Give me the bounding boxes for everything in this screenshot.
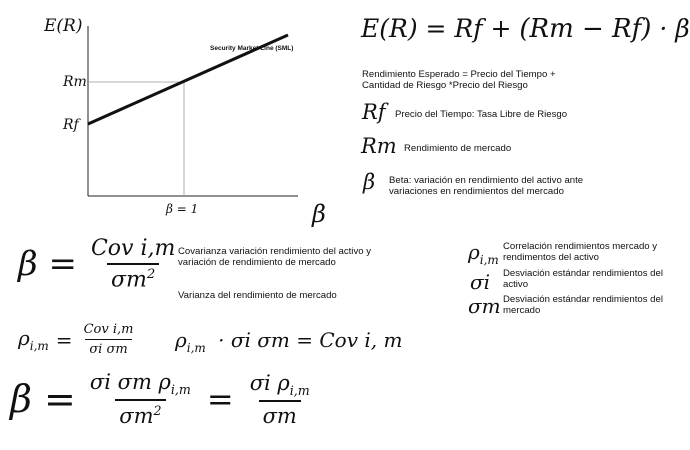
rho-formula-equals: = — [55, 327, 73, 352]
rho-formula-fraction — [80, 322, 138, 357]
rho-formula-numerator: Cov i,m — [83, 322, 134, 337]
identity-rest: · σi σm = Cov i, m — [218, 328, 403, 352]
covariance-identity — [175, 328, 402, 355]
beta-final-num1-sub: i,m — [170, 382, 191, 398]
sigma-m-legend-description: Desviación estándar rendimientos del mercado — [503, 294, 663, 316]
beta-cov-denominator-base: σm — [111, 267, 147, 293]
rho-formula-rho: ρ — [18, 326, 30, 350]
beta-one-tick-label: β = 1 — [166, 202, 199, 216]
beta-final-num1-base: σi σm ρ — [89, 370, 171, 394]
beta-final-num2-base: σi ρ — [249, 370, 290, 395]
sigma-m-legend-symbol: σm — [468, 294, 501, 318]
rho-legend-symbol — [468, 240, 499, 267]
rm-description: Rendimiento de mercado — [404, 143, 512, 154]
identity-rho: ρ — [175, 328, 187, 352]
beta-final-denominator-two: σm — [259, 400, 301, 428]
rho-legend-rho: ρ — [468, 240, 480, 264]
rho-legend-description: Correlación rendimientos mercado y rendimentos del activo — [503, 241, 658, 263]
expected-return-description: Rendimiento Esperado = Precio del Tiempo + Cantidad de Riesgo *Precio del Riesgo — [362, 69, 556, 91]
y-axis-label: E(R) — [44, 16, 83, 36]
rho-legend-sub: i,m — [479, 253, 499, 267]
rm-symbol: Rm — [361, 134, 397, 158]
beta-final-numerator-two — [246, 371, 314, 400]
rho-formula-sub: i,m — [29, 339, 49, 353]
capm-formula — [361, 14, 690, 44]
beta-final-formula — [10, 370, 314, 428]
beta-final-denominator-one — [115, 399, 165, 428]
beta-cov-fraction — [87, 236, 179, 292]
beta-cov-denominator — [107, 263, 159, 292]
beta-final-numerator-one — [86, 370, 195, 399]
beta-final-num2-sub: i,m — [289, 382, 310, 398]
rho-formula — [18, 322, 137, 357]
beta-final-den1-exp: 2 — [153, 403, 162, 419]
sml-label: Security Market Line (SML) — [210, 45, 294, 52]
variance-description: Varianza del rendimiento de mercado — [178, 290, 337, 301]
sigma-i-legend-symbol: σi — [470, 270, 491, 294]
beta-final-equals: = — [206, 380, 234, 419]
rf-symbol: Rf — [362, 100, 386, 124]
beta-cov-denominator-exp: 2 — [146, 267, 156, 282]
rho-formula-denominator: σi σm — [85, 339, 131, 357]
identity-rho-sub: i,m — [186, 341, 206, 355]
beta-final-fraction-two — [246, 371, 314, 428]
capm-formula-right: · β — [651, 14, 690, 43]
sigma-i-legend-description: Desviación estándar rendimientos del activo — [503, 268, 663, 290]
beta-cov-lhs: β = — [18, 244, 77, 285]
covariance-description: Covarianza variación rendimiento del activo y variación de rendimiento de mercado — [178, 246, 372, 268]
rf-tick-label: Rf — [63, 117, 79, 133]
capm-formula-paren: (Rm − Rf) — [519, 14, 652, 44]
beta-symbol: β — [363, 170, 376, 194]
rm-tick-label: Rm — [63, 74, 87, 90]
beta-final-lhs: β = — [10, 377, 76, 422]
beta-cov-formula — [18, 236, 179, 292]
rf-description: Precio del Tiempo: Tasa Libre de Riesgo — [395, 109, 568, 120]
capm-formula-left: E(R) = Rf + — [361, 14, 520, 43]
beta-final-fraction-one — [86, 370, 195, 428]
beta-description: Beta: variación en rendimiento del activo ante variaciones en rendimientos del mercado — [389, 175, 584, 197]
x-axis-label: β — [312, 200, 326, 228]
beta-final-den1-base: σm — [119, 404, 154, 429]
beta-cov-numerator: Cov i,m — [90, 236, 176, 261]
rho-formula-lhs — [18, 326, 49, 353]
